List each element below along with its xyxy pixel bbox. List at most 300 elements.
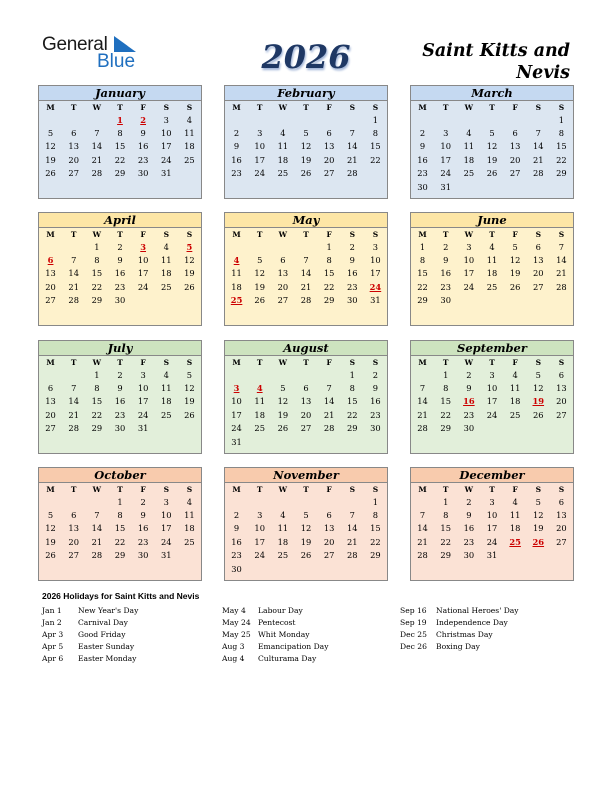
- month-name: August: [225, 341, 387, 356]
- day-cell: 12: [254, 268, 265, 279]
- day-cell: 11: [184, 128, 195, 139]
- weekday-header: T: [117, 229, 123, 239]
- day-cell: 16: [346, 268, 358, 279]
- month-table: [39, 483, 201, 562]
- day-cell: 13: [532, 255, 544, 266]
- day-cell: 20: [45, 409, 56, 420]
- day-cell: 16: [231, 154, 242, 165]
- day-cell: 15: [370, 141, 381, 152]
- day-cell: 5: [512, 241, 518, 252]
- day-cell: 13: [556, 383, 567, 394]
- day-cell: 15: [440, 396, 451, 407]
- day-cell: 19: [184, 396, 195, 407]
- holiday-name: Easter Monday: [78, 654, 137, 663]
- holidays-column: [400, 605, 519, 653]
- weekday-header: S: [349, 484, 355, 494]
- day-cell: 11: [509, 510, 521, 521]
- holiday-name: Pentecost: [258, 618, 296, 627]
- day-cell: 9: [140, 128, 146, 139]
- month-name: February: [225, 86, 387, 101]
- day-cell: 14: [532, 141, 544, 152]
- empty-day-cell: [527, 422, 550, 435]
- day-cell: 13: [68, 523, 79, 534]
- day-cell: 16: [417, 154, 428, 165]
- day-cell: 29: [417, 295, 428, 306]
- day-cell: 30: [463, 423, 475, 434]
- day-cell: 13: [323, 141, 335, 152]
- month-april: [38, 212, 202, 326]
- day-cell: 24: [440, 168, 451, 179]
- day-cell: 28: [346, 550, 358, 561]
- holiday-day-cell: 5: [186, 241, 193, 252]
- holiday-row: [400, 641, 519, 653]
- day-cell: 8: [117, 128, 123, 139]
- day-cell: 5: [303, 510, 309, 521]
- holiday-day-cell: 3: [140, 241, 147, 252]
- day-cell: 13: [509, 141, 521, 152]
- empty-day-cell: [550, 422, 573, 435]
- day-cell: 1: [94, 241, 100, 252]
- holiday-day-cell: 1: [117, 114, 123, 125]
- month-march: [410, 85, 574, 199]
- day-cell: 9: [349, 255, 355, 266]
- weekday-header: M: [418, 484, 427, 494]
- day-cell: 15: [323, 268, 335, 279]
- day-cell: 10: [137, 383, 149, 394]
- empty-day-cell: [178, 549, 201, 562]
- holiday-name: New Year's Day: [78, 606, 139, 615]
- empty-day-cell: [271, 435, 294, 448]
- day-cell: 17: [160, 523, 172, 534]
- weekday-header: T: [303, 484, 309, 494]
- weekday-header: S: [186, 484, 193, 494]
- day-cell: 16: [114, 396, 126, 407]
- day-cell: 18: [231, 281, 242, 292]
- holiday-row: [42, 653, 138, 665]
- day-cell: 29: [440, 550, 451, 561]
- day-cell: 6: [71, 510, 77, 521]
- holidays-column: [42, 605, 138, 665]
- empty-day-cell: [480, 180, 503, 193]
- day-cell: 30: [114, 423, 126, 434]
- weekday-header: T: [442, 484, 449, 494]
- day-cell: 20: [45, 281, 56, 292]
- day-cell: 7: [326, 383, 332, 394]
- day-cell: 21: [346, 536, 358, 547]
- day-cell: 18: [184, 523, 195, 534]
- day-cell: 15: [346, 396, 358, 407]
- weekday-header: M: [46, 484, 55, 494]
- day-cell: 6: [558, 496, 565, 507]
- day-cell: 15: [370, 523, 381, 534]
- weekday-header: T: [117, 484, 123, 494]
- day-cell: 5: [535, 496, 541, 507]
- weekday-header: S: [558, 484, 565, 494]
- day-cell: 20: [277, 281, 289, 292]
- weekday-header: S: [186, 357, 193, 367]
- weekday-header: W: [278, 102, 288, 112]
- day-cell: 30: [346, 295, 358, 306]
- day-cell: 16: [137, 523, 149, 534]
- day-cell: 10: [160, 128, 172, 139]
- month-january: [38, 85, 202, 199]
- day-cell: 24: [137, 281, 149, 292]
- holiday-date: Aug 3: [222, 642, 245, 651]
- holiday-day-cell: 6: [47, 255, 54, 266]
- day-cell: 17: [440, 154, 451, 165]
- weekday-header: T: [70, 229, 77, 239]
- month-name: December: [411, 468, 573, 483]
- day-cell: 23: [417, 168, 428, 179]
- day-cell: 5: [186, 369, 193, 380]
- empty-day-cell: [271, 240, 294, 253]
- day-cell: 17: [137, 268, 149, 279]
- day-cell: 29: [91, 295, 103, 306]
- day-cell: 20: [68, 154, 79, 165]
- day-cell: 17: [370, 268, 381, 279]
- day-cell: 2: [419, 128, 426, 139]
- day-cell: 25: [160, 409, 172, 420]
- empty-day-cell: [39, 368, 62, 381]
- day-cell: 1: [117, 496, 123, 507]
- day-cell: 13: [45, 268, 56, 279]
- empty-day-cell: [178, 422, 201, 435]
- day-cell: 30: [114, 295, 126, 306]
- weekday-header: M: [46, 229, 55, 239]
- empty-day-cell: [225, 240, 248, 253]
- day-cell: 27: [323, 550, 335, 561]
- empty-day-cell: [294, 435, 317, 448]
- day-cell: 14: [417, 523, 428, 534]
- day-cell: 25: [160, 281, 172, 292]
- day-cell: 28: [68, 423, 79, 434]
- empty-day-cell: [364, 435, 387, 448]
- weekday-header: W: [92, 102, 102, 112]
- day-cell: 23: [231, 550, 242, 561]
- day-cell: 8: [94, 383, 100, 394]
- month-table: [39, 228, 201, 307]
- empty-day-cell: [85, 495, 108, 508]
- day-cell: 3: [257, 128, 263, 139]
- weekday-header: M: [46, 357, 55, 367]
- empty-day-cell: [364, 562, 387, 575]
- empty-day-cell: [480, 294, 503, 307]
- day-cell: 23: [370, 409, 381, 420]
- holiday-name: Labour Day: [258, 606, 303, 615]
- day-cell: 25: [486, 281, 498, 292]
- day-cell: 2: [233, 128, 240, 139]
- holiday-row: [222, 617, 329, 629]
- day-cell: 21: [417, 409, 428, 420]
- day-cell: 12: [300, 523, 312, 534]
- day-cell: 28: [300, 295, 312, 306]
- empty-day-cell: [480, 422, 503, 435]
- day-cell: 2: [372, 369, 379, 380]
- empty-day-cell: [155, 422, 178, 435]
- day-cell: 4: [163, 241, 169, 252]
- day-cell: 13: [68, 141, 79, 152]
- day-cell: 12: [45, 523, 56, 534]
- day-cell: 1: [372, 496, 379, 507]
- empty-day-cell: [62, 495, 85, 508]
- day-cell: 5: [535, 369, 541, 380]
- month-name: March: [411, 86, 573, 101]
- weekday-header: T: [70, 102, 77, 112]
- weekday-header: S: [535, 357, 541, 367]
- month-table: [225, 228, 387, 307]
- day-cell: 9: [443, 255, 449, 266]
- holiday-row: [42, 641, 138, 653]
- day-cell: 17: [463, 268, 475, 279]
- holiday-date: Apr 5: [42, 642, 64, 651]
- empty-day-cell: [527, 180, 550, 193]
- day-cell: 8: [117, 510, 123, 521]
- day-cell: 24: [486, 536, 498, 547]
- day-cell: 24: [254, 550, 265, 561]
- empty-day-cell: [271, 368, 294, 381]
- day-cell: 10: [137, 255, 149, 266]
- holiday-day-cell: 24: [369, 281, 382, 292]
- holiday-row: [400, 629, 519, 641]
- day-cell: 11: [160, 383, 172, 394]
- day-cell: 31: [137, 423, 149, 434]
- holiday-date: May 4: [222, 606, 246, 615]
- day-cell: 30: [417, 181, 428, 192]
- day-cell: 31: [440, 181, 451, 192]
- day-cell: 9: [466, 510, 472, 521]
- holiday-row: [222, 629, 329, 641]
- day-cell: 15: [417, 268, 428, 279]
- day-cell: 30: [463, 550, 475, 561]
- day-cell: 11: [277, 141, 289, 152]
- month-february: [224, 85, 388, 199]
- day-cell: 5: [47, 128, 54, 139]
- weekday-header: S: [186, 229, 193, 239]
- day-cell: 6: [280, 255, 286, 266]
- day-cell: 18: [486, 268, 498, 279]
- empty-day-cell: [318, 562, 341, 575]
- empty-day-cell: [248, 435, 271, 448]
- day-cell: 8: [94, 255, 100, 266]
- day-cell: 25: [463, 168, 475, 179]
- day-cell: 28: [323, 423, 335, 434]
- weekday-header: T: [442, 357, 449, 367]
- weekday-header: S: [558, 229, 565, 239]
- empty-day-cell: [341, 495, 364, 508]
- day-cell: 29: [440, 423, 451, 434]
- empty-day-cell: [178, 167, 201, 180]
- day-cell: 8: [419, 255, 426, 266]
- day-cell: 23: [346, 281, 358, 292]
- empty-day-cell: [62, 113, 85, 126]
- day-cell: 24: [160, 536, 172, 547]
- day-cell: 14: [417, 396, 428, 407]
- day-cell: 28: [91, 168, 103, 179]
- month-name: October: [39, 468, 201, 483]
- holiday-row: [42, 617, 138, 629]
- day-cell: 9: [372, 383, 379, 394]
- day-cell: 13: [556, 510, 567, 521]
- day-cell: 28: [417, 550, 428, 561]
- weekday-header: M: [46, 102, 55, 112]
- day-cell: 1: [558, 114, 565, 125]
- day-cell: 30: [370, 423, 381, 434]
- day-cell: 28: [532, 168, 544, 179]
- day-cell: 16: [440, 268, 451, 279]
- day-cell: 2: [349, 241, 355, 252]
- day-cell: 8: [443, 383, 449, 394]
- day-cell: 7: [419, 510, 426, 521]
- day-cell: 19: [277, 409, 289, 420]
- empty-day-cell: [248, 495, 271, 508]
- month-table: [411, 356, 573, 435]
- day-cell: 20: [532, 268, 544, 279]
- day-cell: 7: [71, 383, 77, 394]
- day-cell: 11: [254, 396, 265, 407]
- day-cell: 21: [68, 409, 79, 420]
- day-cell: 24: [254, 168, 265, 179]
- day-cell: 3: [489, 369, 495, 380]
- day-cell: 20: [509, 154, 521, 165]
- day-cell: 21: [532, 154, 544, 165]
- weekday-header: F: [326, 357, 332, 367]
- day-cell: 14: [556, 255, 567, 266]
- day-cell: 5: [303, 128, 309, 139]
- month-name: September: [411, 341, 573, 356]
- weekday-header: W: [464, 229, 474, 239]
- day-cell: 21: [91, 154, 103, 165]
- day-cell: 29: [370, 550, 381, 561]
- country-title-line1: Saint Kitts and: [422, 41, 570, 61]
- day-cell: 20: [323, 536, 335, 547]
- empty-day-cell: [504, 113, 527, 126]
- day-cell: 18: [254, 409, 265, 420]
- day-cell: 21: [346, 154, 358, 165]
- day-cell: 12: [300, 141, 312, 152]
- day-cell: 9: [233, 523, 240, 534]
- day-cell: 26: [532, 409, 544, 420]
- day-cell: 26: [300, 550, 312, 561]
- day-cell: 7: [535, 128, 541, 139]
- calendar-year: 2026: [261, 38, 351, 76]
- day-cell: 15: [91, 396, 103, 407]
- day-cell: 15: [440, 523, 451, 534]
- month-may: [224, 212, 388, 326]
- holiday-name: Boxing Day: [436, 642, 480, 651]
- empty-day-cell: [550, 294, 573, 307]
- weekday-header: S: [372, 484, 379, 494]
- day-cell: 21: [556, 268, 567, 279]
- day-cell: 4: [512, 369, 518, 380]
- weekday-header: F: [512, 229, 518, 239]
- country-title-line2: Nevis: [516, 63, 570, 83]
- day-cell: 14: [300, 268, 312, 279]
- weekday-header: T: [303, 357, 309, 367]
- day-cell: 8: [349, 383, 355, 394]
- weekday-header: W: [278, 229, 288, 239]
- empty-day-cell: [457, 180, 480, 193]
- holiday-date: Apr 3: [42, 630, 64, 639]
- day-cell: 28: [91, 550, 103, 561]
- weekday-header: W: [92, 229, 102, 239]
- day-cell: 7: [94, 510, 100, 521]
- holiday-day-cell: 19: [532, 396, 545, 407]
- holiday-name: Whit Monday: [258, 630, 310, 639]
- empty-day-cell: [504, 180, 527, 193]
- day-cell: 28: [417, 423, 428, 434]
- day-cell: 22: [323, 281, 335, 292]
- day-cell: 22: [114, 536, 126, 547]
- empty-day-cell: [341, 435, 364, 448]
- empty-day-cell: [248, 113, 271, 126]
- empty-day-cell: [132, 294, 155, 307]
- day-cell: 8: [326, 255, 332, 266]
- weekday-header: T: [256, 102, 263, 112]
- day-cell: 22: [346, 409, 358, 420]
- day-cell: 10: [254, 141, 265, 152]
- day-cell: 27: [556, 536, 567, 547]
- weekday-header: T: [489, 229, 495, 239]
- day-cell: 12: [509, 255, 521, 266]
- day-cell: 31: [370, 295, 381, 306]
- weekday-header: S: [349, 102, 355, 112]
- day-cell: 6: [71, 128, 77, 139]
- month-table: [39, 101, 201, 180]
- weekday-header: S: [349, 229, 355, 239]
- empty-day-cell: [527, 549, 550, 562]
- holiday-row: [400, 617, 519, 629]
- weekday-header: F: [326, 484, 332, 494]
- day-cell: 10: [486, 383, 498, 394]
- day-cell: 28: [346, 168, 358, 179]
- day-cell: 1: [443, 369, 449, 380]
- empty-day-cell: [248, 368, 271, 381]
- empty-day-cell: [271, 495, 294, 508]
- holiday-row: [222, 653, 329, 665]
- brand-name-general: General: [42, 34, 108, 55]
- day-cell: 8: [372, 128, 379, 139]
- day-cell: 19: [486, 154, 498, 165]
- day-cell: 14: [346, 523, 358, 534]
- day-cell: 25: [254, 423, 265, 434]
- day-cell: 11: [231, 268, 242, 279]
- empty-day-cell: [294, 495, 317, 508]
- day-cell: 10: [160, 510, 172, 521]
- day-cell: 24: [160, 154, 172, 165]
- day-cell: 26: [509, 281, 521, 292]
- day-cell: 25: [184, 536, 195, 547]
- day-cell: 23: [114, 409, 126, 420]
- day-cell: 5: [47, 510, 54, 521]
- day-cell: 1: [94, 369, 100, 380]
- holiday-day-cell: 25: [509, 536, 521, 547]
- weekday-header: W: [92, 357, 102, 367]
- empty-day-cell: [504, 294, 527, 307]
- day-cell: 3: [257, 510, 263, 521]
- weekday-header: S: [558, 357, 565, 367]
- day-cell: 13: [300, 396, 312, 407]
- day-cell: 16: [463, 523, 475, 534]
- day-cell: 3: [466, 241, 472, 252]
- day-cell: 20: [556, 396, 567, 407]
- day-cell: 27: [68, 550, 79, 561]
- day-cell: 17: [231, 409, 242, 420]
- weekday-header: W: [464, 484, 474, 494]
- empty-day-cell: [527, 294, 550, 307]
- day-cell: 23: [440, 281, 451, 292]
- day-cell: 8: [372, 510, 379, 521]
- weekday-header: W: [278, 484, 288, 494]
